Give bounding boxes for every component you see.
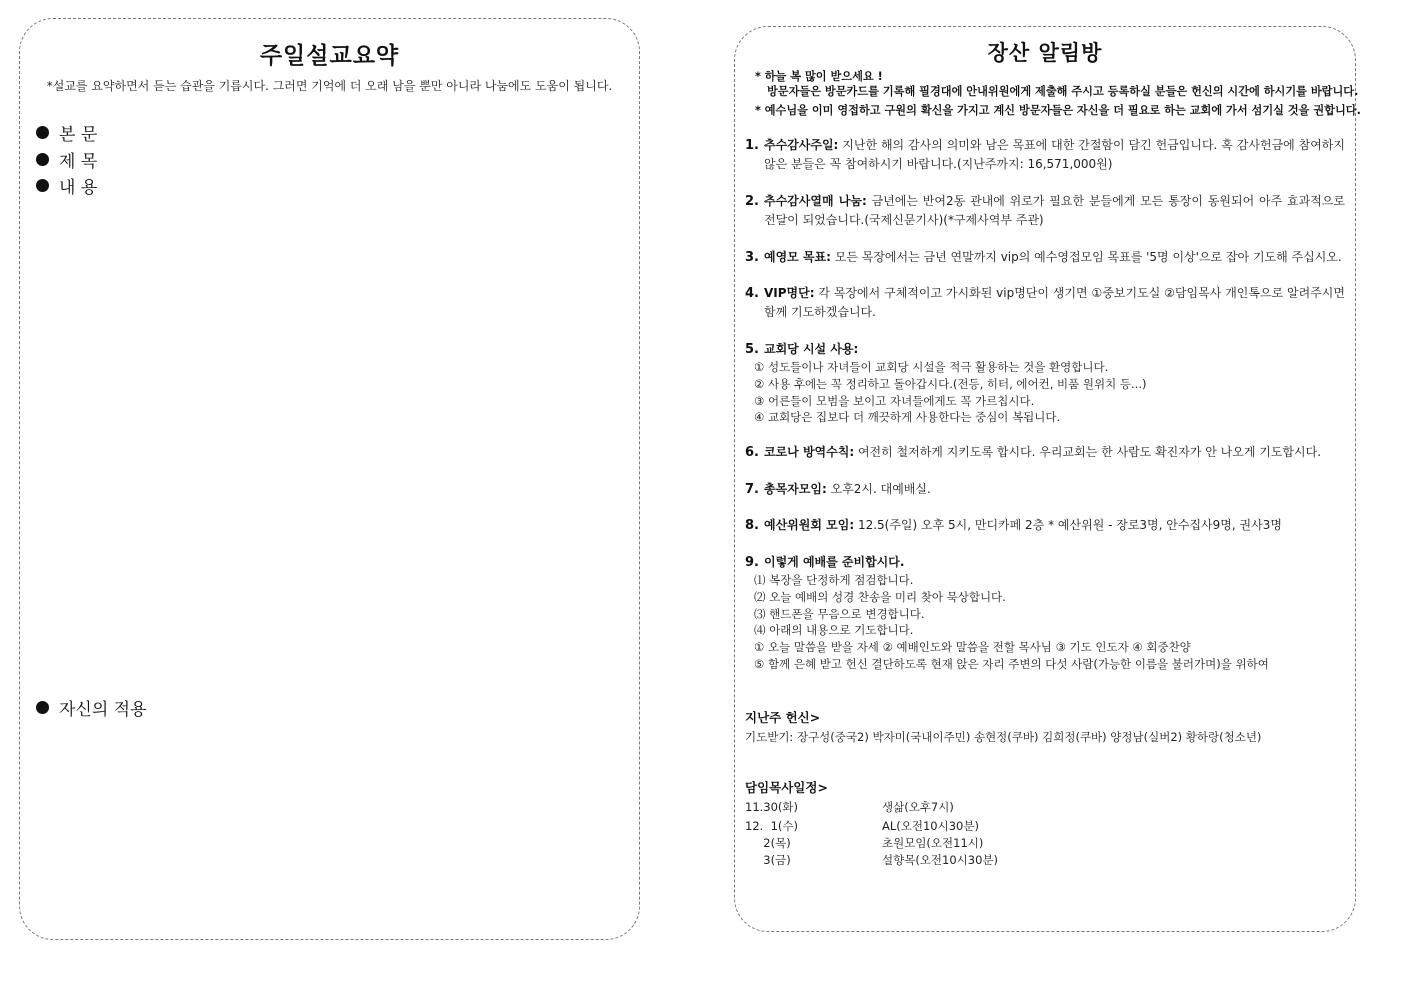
announcement-item-7 <box>745 480 1345 499</box>
item-heading: 예영모 목표: <box>764 250 831 264</box>
bullet-label: 제 목 <box>59 152 98 172</box>
item-sub-3: ③ 어른들이 모범을 보이고 자녀들에게도 꼭 가르칩시다. <box>754 393 1035 408</box>
schedule-row <box>745 852 1305 869</box>
schedule-date: 12. 1(수) <box>745 819 798 833</box>
notice-believers: * 예수님을 이미 영접하고 구원의 확신을 가지고 계신 방문자들은 자신을 더 필요로 하는 교회에 가서 섬기실 것을 권합니다. <box>755 104 1361 117</box>
bullet-label: 내 용 <box>59 178 98 198</box>
schedule-date: 11.30(화) <box>745 800 799 814</box>
bullet-content <box>36 173 97 198</box>
announcement-item-6 <box>745 443 1345 462</box>
item-sub-4: ⑷ 아래의 내용으로 기도합니다. <box>754 623 914 638</box>
schedule-heading: 담임목사일정> <box>745 780 828 795</box>
schedule-event: 초원모임(오전11시) <box>882 836 984 850</box>
sermon-summary-panel <box>19 18 640 940</box>
schedule-event: 생삶(오후7시) <box>882 800 954 814</box>
item-heading: VIP명단: <box>764 286 815 300</box>
schedule-row <box>745 835 1305 852</box>
bullet-label: 본 문 <box>59 125 98 145</box>
item-heading: 추수감사주일: <box>764 138 839 152</box>
bullet-scripture <box>36 120 97 145</box>
item-heading: 총목자모임: <box>764 482 827 496</box>
sermon-summary-instruction: *설교를 요약하면서 듣는 습관을 기릅시다. 그러면 기억에 더 오래 남을 뿐만 아니라 나눔에도 도움이 됩니다. <box>46 79 613 93</box>
bullet-dot-icon <box>36 701 49 714</box>
item-sub-2: ② 사용 후에는 꼭 정리하고 돌아갑시다.(전등, 히터, 에어컨, 비품 원위치 등...) <box>754 376 1147 391</box>
item-number: 6. <box>745 445 759 460</box>
item-sub-1: ⑴ 복장을 단정하게 점검합니다. <box>754 573 914 587</box>
bullet-dot-icon <box>36 179 49 192</box>
item-number: 4. <box>745 286 759 301</box>
bullet-dot-icon <box>36 153 49 166</box>
notice-visitors: 방문자들은 방문카드를 기록해 필경대에 안내위원에게 제출해 주시고 등록하실 분들은 헌신의 시간에 하시기를 바랍니다. <box>767 85 1359 98</box>
announcements-title: 장산 알림방 <box>987 41 1103 65</box>
item-text: 오후2시. 대예배실. <box>826 482 931 496</box>
item-sub-1: ① 성도들이나 자녀들이 교회당 시설을 적극 활용하는 것을 환영합니다. <box>754 360 1109 374</box>
item-sub-4: ④ 교회당은 집보다 더 깨끗하게 사용한다는 중심이 복됩니다. <box>754 410 1061 425</box>
announcement-item-8 <box>745 516 1345 535</box>
notice-greeting: * 하늘 복 많이 받으세요 ! <box>755 70 883 83</box>
sermon-summary-title: 주일설교요약 <box>259 43 400 69</box>
item-sub-6: ⑤ 함께 은혜 받고 헌신 결단하도록 현재 앉은 자리 주변의 다섯 사람(가능한 이름을 불러가며)을 위하여 <box>754 656 1269 671</box>
bullet-application <box>36 695 147 720</box>
item-sub-5: ① 오늘 말씀을 받을 자세 ② 예배인도와 말씀을 전할 목사님 ③ 기도 인도자 ④ 회중찬양 <box>754 640 1191 655</box>
item-number: 1. <box>745 138 759 153</box>
announcement-item-5 <box>745 340 1345 426</box>
announcement-item-4 <box>745 284 1345 322</box>
item-heading: 추수감사열매 나눔: <box>764 194 867 208</box>
item-number: 9. <box>745 555 759 570</box>
item-number: 3. <box>745 250 759 265</box>
item-sub-3: ⑶ 핸드폰을 무음으로 변경합니다. <box>754 606 925 621</box>
item-number: 8. <box>745 518 759 533</box>
bullet-title <box>36 147 97 172</box>
schedule-row <box>745 799 1305 816</box>
announcements-panel <box>734 26 1361 932</box>
item-text: 여전히 철저하게 지키도록 합시다. 우리교회는 한 사람도 확진자가 안 나오게 기도합시다. <box>854 445 1322 459</box>
schedule-event: AL(오전10시30분) <box>882 819 979 833</box>
item-text: 12.5(주일) 오후 5시, 만디카페 2층 * 예산위원 - 장로3명, 안수집사9명, 권사3명 <box>854 518 1282 532</box>
item-sub-2: ⑵ 오늘 예배의 성경 찬송을 미리 찾아 묵상합니다. <box>754 589 1006 604</box>
bullet-dot-icon <box>36 126 49 139</box>
schedule-row <box>745 818 1305 835</box>
item-text: 모든 목장에서는 금년 연말까지 vip의 예수영접모임 목표를 '5명 이상'으로 잡아 기도해 주십시오. <box>830 250 1342 264</box>
item-text: 금년에는 반여2동 관내에 위로가 필요한 분들에게 모든 통장이 동원되어 아주 효과적으로 전달이 되었습니다.(국제신문기사)(*구제사역부 주관) <box>764 194 1345 227</box>
bullet-label: 자신의 적용 <box>59 700 147 720</box>
item-text: 지난한 해의 감사의 의미와 남은 목표에 대한 간절함이 담긴 헌금입니다. 혹 감사헌금에 참여하지 않은 분들은 꼭 참여하시기 바랍니다.(지난주까지: 16,571,000원) <box>764 138 1345 171</box>
announcement-item-3 <box>745 248 1345 267</box>
item-number: 7. <box>745 482 759 497</box>
item-heading: 이렇게 예배를 준비합시다. <box>764 555 905 569</box>
announcement-item-9 <box>745 553 1345 673</box>
item-heading: 교회당 시설 사용: <box>764 342 859 356</box>
schedule-event: 설향목(오전10시30분) <box>882 853 999 867</box>
offering-heading: 지난주 헌신> <box>745 710 821 725</box>
item-number: 5. <box>745 342 759 357</box>
item-heading: 코로나 방역수칙: <box>764 445 855 459</box>
schedule-date: 2(목) <box>745 836 791 850</box>
item-text: 각 목장에서 구체적이고 가시화된 vip명단이 생기면 ①중보기도실 ②담임목사 개인톡으로 알려주시면 함께 기도하겠습니다. <box>764 286 1345 319</box>
announcement-item-1 <box>745 136 1345 174</box>
schedule-date: 3(금) <box>745 853 791 867</box>
item-heading: 예산위원회 모임: <box>764 518 855 532</box>
offering-prayer-list: 기도받기: 장구성(중국2) 박자미(국내이주민) 송현정(쿠바) 김희정(쿠바) 양정남(실버2) 황하랑(청소년) <box>745 730 1262 744</box>
item-number: 2. <box>745 194 759 209</box>
announcement-item-2 <box>745 192 1345 230</box>
